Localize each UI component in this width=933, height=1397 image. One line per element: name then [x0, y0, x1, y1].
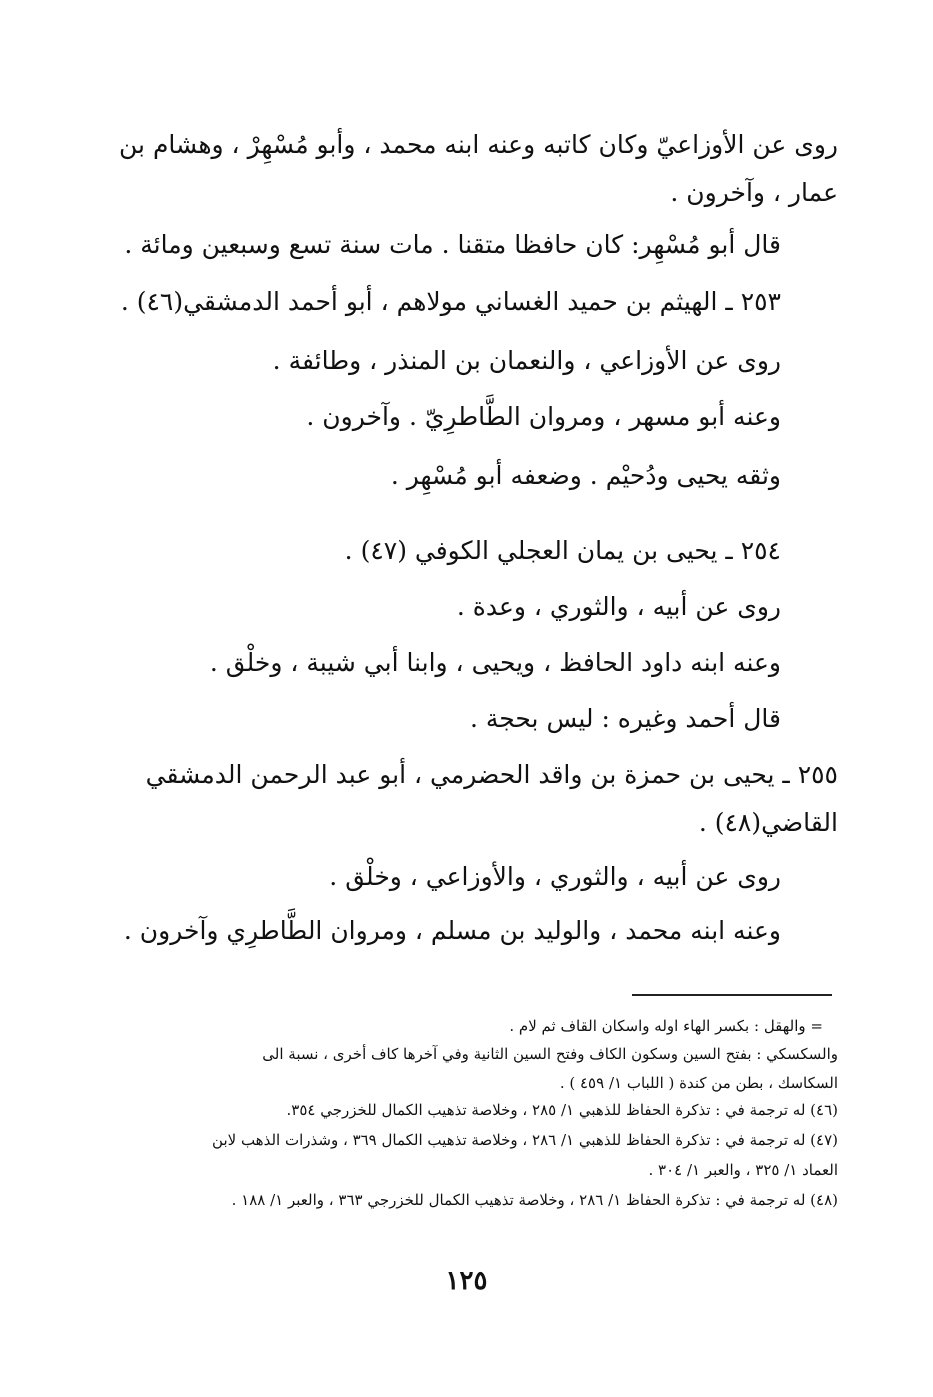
entry-heading-253: ٢٥٣ ـ الهيثم بن حميد الغساني مولاهم ، أبو أحمد الدمشقي(٤٦) .	[120, 287, 781, 316]
body-line: روى عن الأوزاعيّ وكان كاتبه وعنه ابنه محمد ، وأبو مُسْهِرْ ، وهشام بن	[119, 130, 838, 159]
body-line: روى عن أبيه ، والثوري ، والأوزاعي ، وخلْق .	[329, 862, 781, 891]
body-line: وثقه يحيى ودُحيْم . وضعفه أبو مُسْهِر .	[390, 461, 781, 490]
body-line: روى عن الأوزاعي ، والنعمان بن المنذر ، وطائفة .	[272, 346, 781, 375]
footnote-line: العماد ١/ ٣٢٥ ، والعبر ١/ ٣٠٤ .	[648, 1161, 838, 1179]
body-line: قال أحمد وغيره : ليس بحجة .	[469, 704, 781, 733]
entry-heading-254: ٢٥٤ ـ يحيى بن يمان العجلي الكوفي (٤٧) .	[344, 536, 781, 565]
footnote-48: (٤٨) له ترجمة في : تذكرة الحفاظ ١/ ٢٨٦ ، وخلاصة تذهيب الكمال للخزرجي ٣٦٣ ، والعبر ١/ ١٨٨ .	[231, 1191, 838, 1209]
footnote-divider	[632, 994, 832, 996]
footnote-line: والسكسكي : بفتح السين وسكون الكاف وفتح السين الثانية وفي آخرها كاف أخرى ، نسبة الى	[262, 1045, 838, 1063]
body-line: عمار ، وآخرون .	[670, 178, 838, 207]
footnote-46: (٤٦) له ترجمة في : تذكرة الحفاظ للذهبي ١/ ٢٨٥ ، وخلاصة تذهيب الكمال للخزرجي ٣٥٤.	[286, 1101, 838, 1119]
body-line: القاضي(٤٨) .	[698, 808, 838, 837]
body-line: وعنه ابنه محمد ، والوليد بن مسلم ، ومروان الطَّاطرِي وآخرون .	[123, 916, 781, 945]
body-line: وعنه أبو مسهر ، ومروان الطَّاطرِيّ . وآخرون .	[306, 402, 781, 431]
footnote-47: (٤٧) له ترجمة في : تذكرة الحفاظ للذهبي ١/ ٢٨٦ ، وخلاصة تذهيب الكمال ٣٦٩ ، وشذرات الذهب لابن	[212, 1131, 838, 1149]
entry-heading-255: ٢٥٥ ـ يحيى بن حمزة بن واقد الحضرمي ، أبو عبد الرحمن الدمشقي	[145, 760, 838, 789]
body-line: قال أبو مُسْهِر: كان حافظا متقنا . مات سنة تسع وسبعين ومائة .	[124, 230, 781, 259]
body-line: وعنه ابنه داود الحافظ ، ويحيى ، وابنا أبي شيبة ، وخلْق .	[209, 648, 781, 677]
body-line: روى عن أبيه ، والثوري ، وعدة .	[456, 592, 781, 621]
page-number: ١٢٥	[445, 1266, 488, 1296]
footnote-line: = والهقل : بكسر الهاء اوله واسكان القاف ثم لام .	[509, 1017, 823, 1035]
footnote-line: السكاسك ، بطن من كندة ( اللباب ١/ ٤٥٩ ) .	[559, 1074, 838, 1092]
